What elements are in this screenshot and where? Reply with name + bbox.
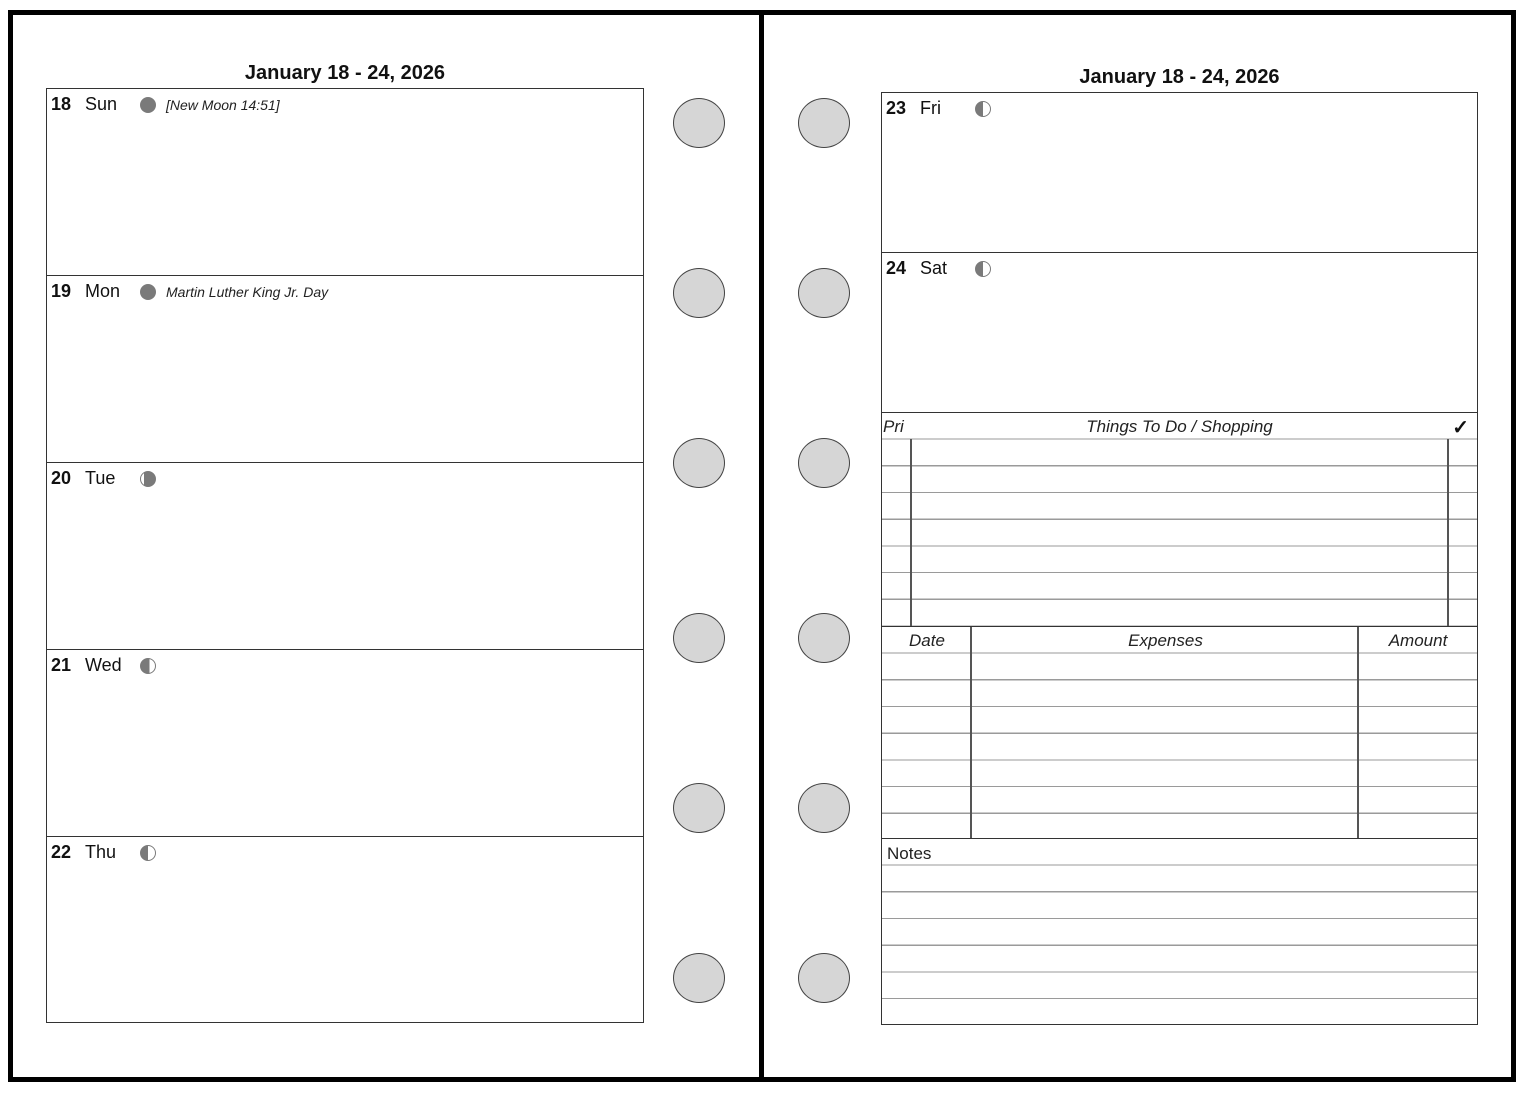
check-icon: ✓: [1452, 417, 1469, 439]
day-name: Fri: [920, 98, 941, 118]
day-name: Sat: [920, 258, 948, 278]
expenses-section[interactable]: [881, 626, 1478, 839]
priority-column-header: Pri: [883, 417, 904, 436]
right-page-title: January 18 - 24, 2026: [1079, 66, 1280, 88]
day-number: 20: [51, 468, 72, 488]
waxing-crescent-moon-icon: [140, 471, 156, 487]
binder-hole: [798, 438, 850, 488]
left-page-title: January 18 - 24, 2026: [244, 62, 446, 84]
priority-divider: [910, 439, 912, 626]
new-moon-icon: [140, 97, 156, 113]
check-divider: [1447, 439, 1449, 626]
day-number: 24: [886, 258, 907, 278]
day-name: Tue: [85, 468, 116, 488]
waxing-crescent-moon-icon: [140, 284, 156, 300]
binder-hole: [673, 953, 725, 1003]
notes-section[interactable]: [881, 838, 1478, 1025]
first-quarter-moon-icon: [975, 261, 991, 277]
todo-title: Things To Do / Shopping: [1086, 417, 1273, 436]
day-box-wed[interactable]: [46, 649, 644, 837]
day-box-mon[interactable]: [46, 275, 644, 463]
binder-hole: [673, 438, 725, 488]
binder-hole: [673, 613, 725, 663]
holiday-note: Martin Luther King Jr. Day: [166, 283, 329, 300]
binder-hole: [798, 613, 850, 663]
day-box-sun[interactable]: [46, 88, 644, 276]
expenses-column-header: Expenses: [1128, 631, 1203, 650]
binder-hole: [798, 783, 850, 833]
waxing-crescent-moon-icon: [140, 658, 156, 674]
binder-hole: [673, 268, 725, 318]
binder-hole: [798, 953, 850, 1003]
amount-divider: [1357, 627, 1359, 838]
binder-hole: [798, 268, 850, 318]
day-name: Sun: [85, 94, 118, 114]
day-name: Mon: [85, 281, 121, 301]
first-quarter-moon-icon: [975, 101, 991, 117]
date-column-header: Date: [909, 631, 945, 650]
date-divider: [970, 627, 972, 838]
day-box-tue[interactable]: [46, 462, 644, 650]
todo-section[interactable]: [881, 412, 1478, 627]
day-number: 21: [51, 655, 72, 675]
day-number: 22: [51, 842, 72, 862]
day-name: Wed: [85, 655, 122, 675]
moon-phase-note: [New Moon 14:51]: [166, 96, 280, 113]
binder-hole: [798, 98, 850, 148]
day-number: 18: [51, 94, 72, 114]
day-number: 23: [886, 98, 907, 118]
day-box-fri[interactable]: [881, 92, 1478, 253]
day-box-sat[interactable]: [881, 252, 1478, 413]
day-box-thu[interactable]: [46, 836, 644, 1023]
waxing-crescent-moon-icon: [140, 845, 156, 861]
day-number: 19: [51, 281, 72, 301]
day-name: Thu: [85, 842, 117, 862]
binder-hole: [673, 98, 725, 148]
notes-label: Notes: [887, 844, 932, 863]
binder-hole: [673, 783, 725, 833]
amount-column-header: Amount: [1388, 631, 1448, 650]
